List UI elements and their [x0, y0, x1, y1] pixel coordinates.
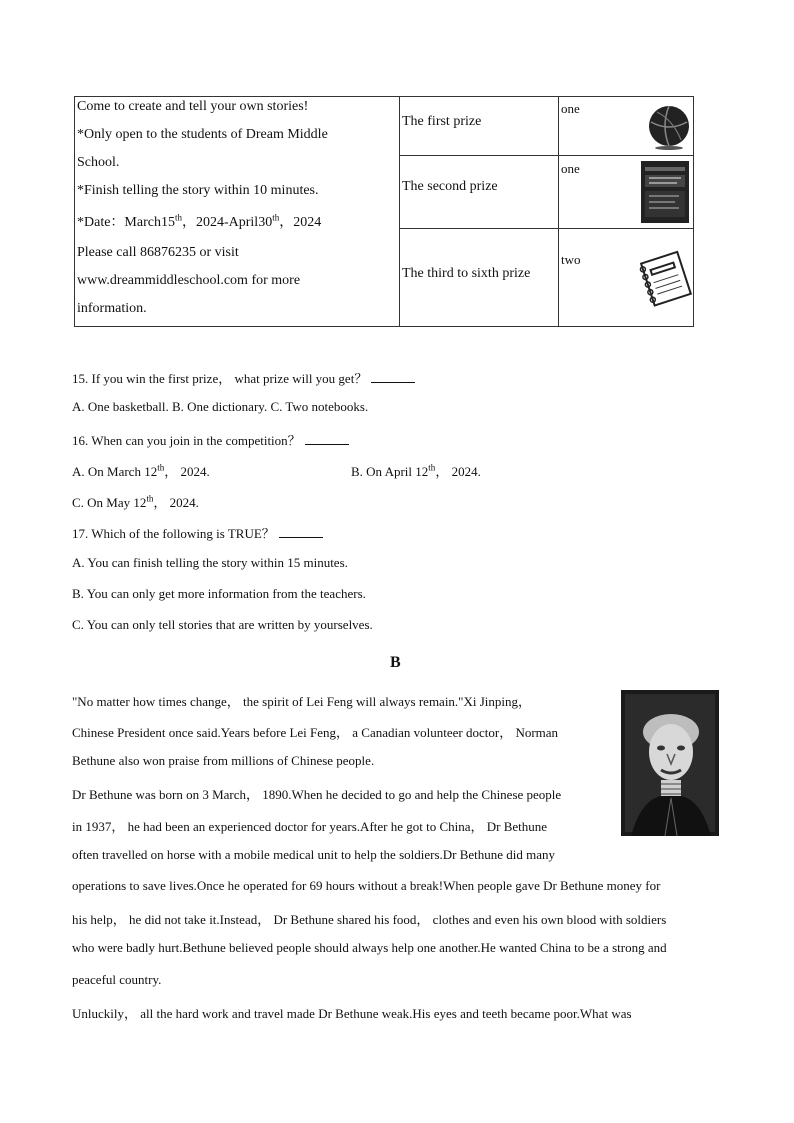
passage-line: often travelled on horse with a mobile medical unit to help the soldiers.Dr Bethune did many [72, 847, 556, 862]
answer-blank[interactable] [279, 527, 323, 538]
question-15-options: A. One basketball. B. One dictionary. C. Two notebooks. [72, 399, 369, 414]
poster-date-line: *Date：March15th，2024-April30th，2024 [77, 212, 322, 230]
passage-line: Dr Bethune was born on 3 March， 1890.When he decided to go and help the Chinese people [72, 787, 562, 802]
answer-blank[interactable] [371, 372, 415, 383]
poster-line: *Finish telling the story within 10 minutes. [77, 183, 319, 198]
passage-line: "No matter how times change， the spirit of Lei Feng will always remain."Xi Jinping， [72, 694, 532, 709]
dictionary-icon [639, 159, 691, 230]
question-17-option-a: A. You can finish telling the story within 15 minutes. [72, 555, 348, 570]
question-16-option-a: A. On March 12th， 2024. [72, 462, 210, 479]
passage-line: operations to save lives.Once he operated for 69 hours without a break!When people gave Dr Bethune money for [72, 878, 661, 893]
notebook-icon [635, 249, 695, 314]
passage-line: Unluckily， all the hard work and travel made Dr Bethune weak.His eyes and teeth became poor.What was [72, 1006, 632, 1021]
passage-line: Bethune also won praise from millions of Chinese people. [72, 753, 375, 768]
passage-line: peaceful country. [72, 972, 162, 987]
prize-name-first: The first prize [402, 114, 482, 129]
question-17-option-c: C. You can only tell stories that are written by yourselves. [72, 617, 373, 632]
poster-table [74, 96, 694, 327]
prize-name-third: The third to sixth prize [402, 266, 531, 281]
poster-line: *Only open to the students of Dream Middle [77, 127, 328, 142]
basketball-icon [647, 102, 691, 155]
question-16-option-b: B. On April 12th， 2024. [351, 462, 481, 479]
section-heading: B [390, 654, 401, 671]
question-17: 17. Which of the following is TRUE？ [72, 523, 323, 542]
prize-names-column [400, 97, 559, 326]
poster-website-line: www.dreammiddleschool.com for more [77, 273, 301, 288]
passage-line: Chinese President once said.Years before Lei Feng， a Canadian volunteer doctor， Norman [72, 725, 559, 740]
prize-qty-second: one [561, 161, 580, 176]
prize-quantity-column [559, 97, 693, 326]
prize-qty-first: one [561, 101, 580, 116]
question-16: 16. When can you join in the competition？ [72, 430, 349, 449]
poster-line: Please call 86876235 or visit [77, 245, 239, 260]
passage-line: his help， he did not take it.Instead， Dr Bethune shared his food， clothes and even his own blood with soldiers [72, 912, 667, 927]
question-15: 15. If you win the first prize， what prize will you get？ [72, 368, 415, 387]
answer-blank[interactable] [305, 434, 349, 445]
question-17-option-b: B. You can only get more information from the teachers. [72, 586, 366, 601]
question-16-option-c: C. On May 12th， 2024. [72, 493, 199, 510]
poster-info-cell [75, 97, 400, 326]
prize-qty-third: two [561, 252, 581, 267]
passage-line: who were badly hurt.Bethune believed people should always help one another.He wanted China to be a strong and [72, 940, 667, 955]
poster-line: Come to create and tell your own stories! [77, 99, 309, 114]
poster-line: information. [77, 301, 147, 316]
passage-line: in 1937， he had been an experienced doctor for years.After he got to China， Dr Bethune [72, 819, 548, 834]
bethune-portrait-icon [621, 690, 719, 836]
poster-line: School. [77, 155, 120, 170]
prize-name-second: The second prize [402, 179, 498, 194]
